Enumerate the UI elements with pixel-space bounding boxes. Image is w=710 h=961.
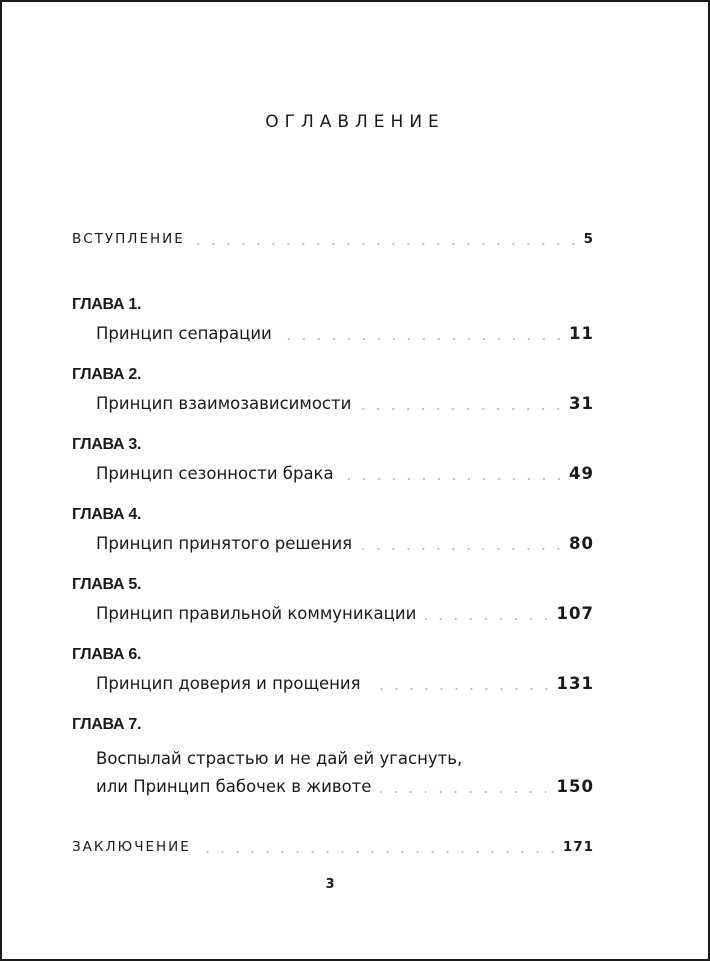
toc-page-number: 31 <box>569 394 594 413</box>
dot-leader <box>199 851 560 853</box>
toc-entry-chapter-5[interactable] <box>96 603 594 625</box>
toc-entry-chapter-6[interactable] <box>96 673 594 695</box>
toc-page-number: 131 <box>556 674 594 693</box>
chapter-heading: ГЛАВА 5. <box>72 576 142 593</box>
toc-page-number: 80 <box>569 534 594 553</box>
dot-leader <box>280 338 566 340</box>
toc-entry-intro[interactable] <box>72 228 594 250</box>
toc-entry-label: ЗАКЛЮЧЕНИЕ <box>72 839 191 855</box>
toc-entry-label: Принцип сепарации <box>96 324 272 343</box>
dot-leader <box>369 688 554 690</box>
toc-entry-chapter-3[interactable] <box>96 463 594 485</box>
toc-page-number: 49 <box>569 464 594 483</box>
toc-entry-conclusion[interactable] <box>72 836 594 858</box>
page-number: 3 <box>325 877 335 892</box>
toc-entry-label: Принцип правильной коммуникации <box>96 604 417 623</box>
dot-leader <box>360 548 566 550</box>
toc-page-number: 5 <box>583 231 594 247</box>
toc-entry-title-line[interactable]: Воспылай страстью и не дай ей угаснуть, <box>96 749 463 768</box>
toc-entry-label: Принцип принятого решения <box>96 534 353 553</box>
toc-page-number: 171 <box>562 839 594 855</box>
toc-entry-chapter-4[interactable] <box>96 533 594 555</box>
toc-entry-chapter-2[interactable] <box>96 393 594 415</box>
chapter-heading: ГЛАВА 1. <box>72 296 142 313</box>
chapter-heading: ГЛАВА 7. <box>72 716 142 733</box>
toc-entry-chapter-7[interactable] <box>96 776 594 798</box>
toc-title: ОГЛАВЛЕНИЕ <box>265 112 445 132</box>
chapter-heading: ГЛАВА 3. <box>72 436 142 453</box>
dot-leader <box>342 478 566 480</box>
chapter-heading: ГЛАВА 2. <box>72 366 142 383</box>
chapter-heading: ГЛАВА 6. <box>72 646 142 663</box>
toc-entry-label: Принцип взаимозависимости <box>96 394 352 413</box>
dot-leader <box>424 618 553 620</box>
toc-entry-label: ВСТУПЛЕНИЕ <box>72 231 185 247</box>
dot-leader <box>193 243 581 245</box>
toc-entry-label: Принцип доверия и прощения <box>96 674 361 693</box>
toc-page-number: 150 <box>556 777 594 796</box>
toc-entry-label: или Принцип бабочек в животе <box>96 777 372 796</box>
toc-entry-chapter-1[interactable] <box>96 323 594 345</box>
toc-page-number: 11 <box>569 324 594 343</box>
chapter-heading: ГЛАВА 4. <box>72 506 142 523</box>
dot-leader <box>359 408 566 410</box>
toc-page-number: 107 <box>556 604 594 623</box>
dot-leader <box>379 791 553 793</box>
toc-entry-label: Принцип сезонности брака <box>96 464 334 483</box>
